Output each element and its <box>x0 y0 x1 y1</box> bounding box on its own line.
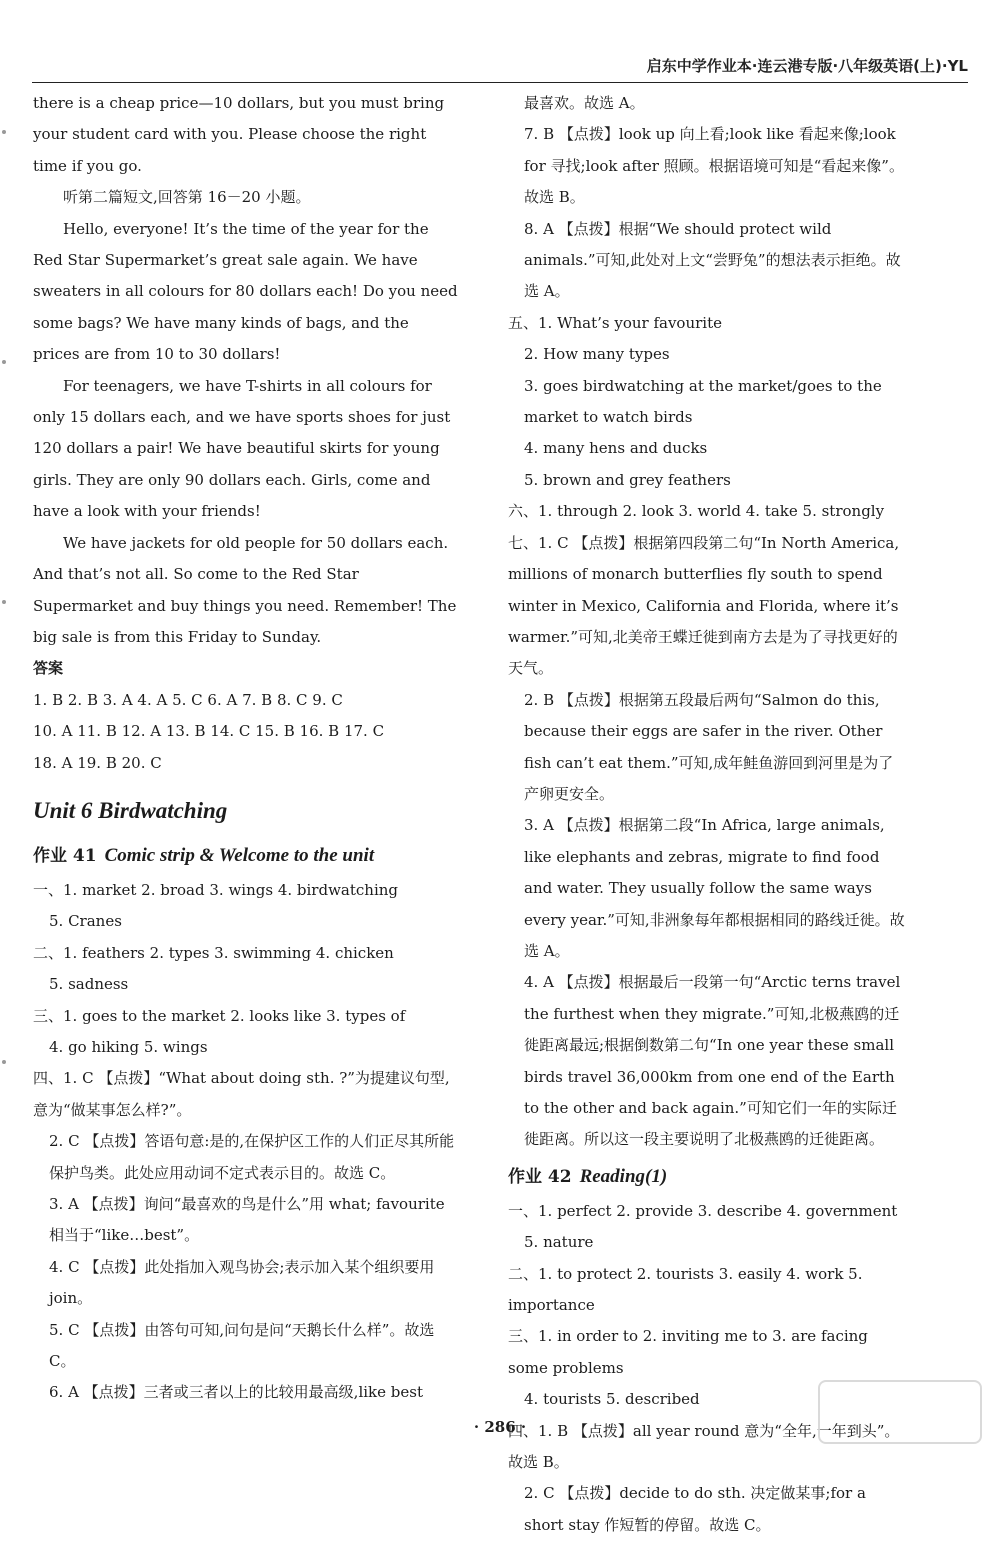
homework-number: 作业 41 <box>33 845 97 866</box>
unit-title: Unit 6 Birdwatching <box>33 797 228 823</box>
binding-mark <box>2 1060 6 1064</box>
section-1-cont: 5. Cranes <box>49 912 122 931</box>
homework-heading-42 <box>508 1160 908 1194</box>
section-4-item-7: 7. B 【点拨】look up 向上看;look like 看起来像;look for 寻找;look after 照顾。根据语境可知是“看起来像”。故选 B。 <box>524 125 904 207</box>
r-section-2: 二、1. to protect 2. tourists 3. easily 4. work 5. importance <box>508 1264 863 1315</box>
section-7-item-4: 4. A 【点拨】根据最后一段第一句“Arctic terns travel the furthest when they migrate.”可知,北极燕鸥的迁徙距离最远;根据倒数第二句“In one year these small birds travel 36,000km from one end of the Earth to the other and back again.”可知它们一年的实际迁徙距离。所以这一段主要说明了北极燕鸥的迁徙距离。 <box>524 973 901 1149</box>
listening-instruction: 听第二篇短文,回答第 16－20 小题。 <box>63 188 311 207</box>
section-5-item-2: 2. How many types <box>524 345 670 364</box>
section-3: 三、1. goes to the market 2. looks like 3. types of <box>33 1006 406 1025</box>
homework-number: 作业 42 <box>508 1166 572 1187</box>
r-section-4-item-2: 2. C 【点拨】decide to do sth. 决定做某事;for a short stay 作短暂的停留。故选 C。 <box>524 1484 866 1534</box>
homework-heading-41 <box>33 839 458 873</box>
listening-text-2-para-2: For teenagers, we have T-shirts in all colours for only 15 dollars each, and we have sports shoes for just 120 dollars a pair! We have beautiful skirts for young girls. They are only 90 dollars each. Girls, come and have a look with your friends! <box>33 376 451 521</box>
section-4-item-8: 8. A 【点拨】根据“We should protect wild animals.”可知,此处对上文“尝野兔”的想法表示拒绝。故选 A。 <box>524 219 901 301</box>
section-4-item-3: 3. A 【点拨】询问“最喜欢的鸟是什么”用 what; favourite 相当于“like…best”。 <box>49 1195 445 1245</box>
section-6: 六、1. through 2. look 3. world 4. take 5. strongly <box>508 502 885 521</box>
watermark-logo <box>818 1380 982 1444</box>
section-7-item-2: 2. B 【点拨】根据第五段最后两句“Salmon do this, because their eggs are safer in the river. Other fish can’t eat them.”可知,成年鲑鱼游回到河里是为了产卵更安全。 <box>524 690 894 803</box>
homework-title: Comic strip & Welcome to the unit <box>104 844 375 866</box>
section-5-item-4: 4. many hens and ducks <box>524 439 708 458</box>
section-1: 一、1. market 2. broad 3. wings 4. birdwatching <box>33 880 399 899</box>
section-7-item-3: 3. A 【点拨】根据第二段“In Africa, large animals, like elephants and zebras, migrate to find food and water. They usually follow the same ways every year.”可知,非洲象每年都根据相同的路线迁徙。故选 A。 <box>524 816 905 960</box>
section-4-item-6: 6. A 【点拨】三者或三者以上的比较用最高级,like best <box>49 1383 423 1402</box>
homework-title: Reading(1) <box>579 1165 668 1187</box>
section-3-cont: 4. go hiking 5. wings <box>49 1037 208 1056</box>
section-4-item-6-cont: 最喜欢。故选 A。 <box>524 94 645 112</box>
answers-label: 答案 <box>33 659 64 678</box>
listening-text-1-end: there is a cheap price—10 dollars, but you must bring your student card with you. Please choose the right time if you go. <box>33 94 445 175</box>
answers-line: 18. A 19. B 20. C <box>33 753 162 772</box>
binding-mark <box>2 360 6 364</box>
r-section-1: 一、1. perfect 2. provide 3. describe 4. government <box>508 1201 898 1220</box>
section-4-item-4: 4. C 【点拨】此处指加入观鸟协会;表示加入某个组织要用 join。 <box>49 1257 435 1308</box>
r-section-3: 三、1. in order to 2. inviting me to 3. are facing some problems <box>508 1327 868 1377</box>
binding-mark <box>2 600 6 604</box>
r-section-4-item-1: 四、1. B 【点拨】all year round 意为“全年,一年到头”。故选 B。 <box>508 1421 900 1472</box>
running-header: 启东中学作业本·连云港专版·八年级英语(上)·YL <box>32 50 968 83</box>
answers-line: 10. A 11. B 12. A 13. B 14. C 15. B 16. B 17. C <box>33 722 385 741</box>
section-2: 二、1. feathers 2. types 3. swimming 4. chicken <box>33 943 394 962</box>
section-2-cont: 5. sadness <box>49 975 129 994</box>
section-4-item-2: 2. C 【点拨】答语句意:是的,在保护区工作的人们正尽其所能保护鸟类。此处应用动词不定式表示目的。故选 C。 <box>49 1132 455 1182</box>
right-column <box>508 88 908 1541</box>
section-5-item-1: 五、1. What’s your favourite <box>508 313 722 332</box>
section-4-item-5: 5. C 【点拨】由答句可知,问句是问“天鹅长什么样”。故选 C。 <box>49 1320 435 1371</box>
section-5-item-3: 3. goes birdwatching at the market/goes to the market to watch birds <box>524 376 882 427</box>
section-7-item-1: 七、1. C 【点拨】根据第四段第二句“In North America, millions of monarch butterflies fly south to spend winter in Mexico, California and Florida, where it’s warmer.”可知,北美帝王蝶迁徙到南方去是为了寻找更好的天气。 <box>508 533 900 678</box>
section-5-item-5: 5. brown and grey feathers <box>524 470 731 489</box>
listening-text-2-para-1: Hello, everyone! It’s the time of the year for the Red Star Supermarket’s great sale again. We have sweaters in all colours for 80 dollars each! Do you need some bags? We have many kinds of bags, and the prices are from 10 to 30 dollars! <box>33 219 458 364</box>
page-number: · 286 · <box>473 1418 527 1436</box>
r-section-3-cont: 4. tourists 5. described <box>524 1390 700 1409</box>
answers-line: 1. B 2. B 3. A 4. A 5. C 6. A 7. B 8. C 9. C <box>33 690 343 709</box>
listening-text-2-para-3: We have jackets for old people for 50 dollars each. And that’s not all. So come to the Red Star Supermarket and buy things you need. Remember! The big sale is from this Friday to Sunday. <box>33 533 457 646</box>
r-section-1-cont: 5. nature <box>524 1233 594 1252</box>
binding-mark <box>2 130 6 134</box>
left-column <box>33 88 458 1409</box>
section-4-item-1: 四、1. C 【点拨】“What about doing sth. ?”为提建议句型, 意为“做某事怎么样?”。 <box>33 1069 450 1119</box>
